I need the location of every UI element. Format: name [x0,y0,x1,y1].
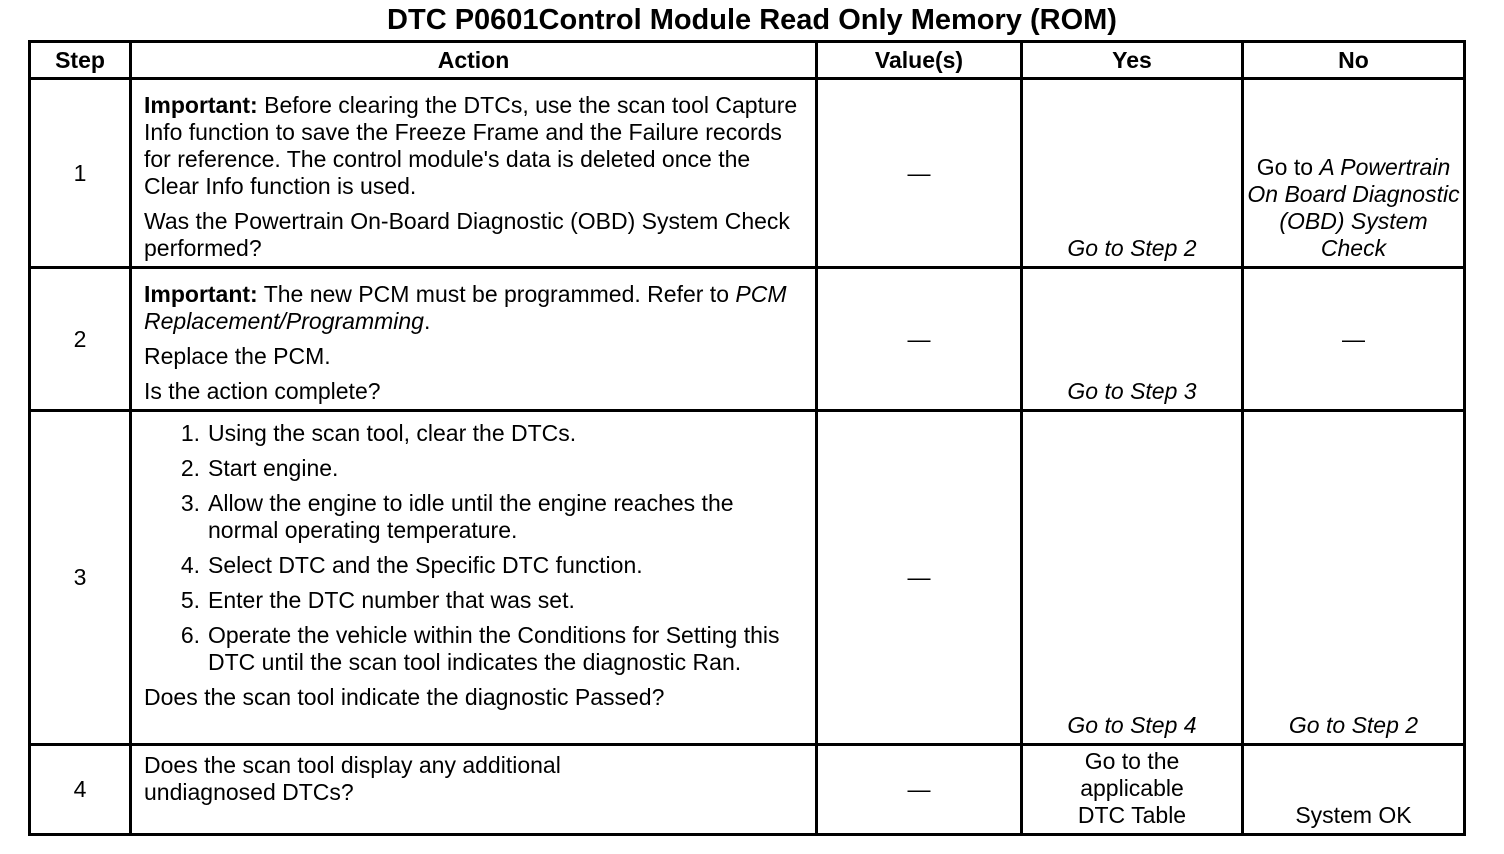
question-text: Is the action complete? [144,378,381,404]
action-cell [131,268,817,411]
table-row [30,268,1465,411]
no-cell: — [1243,268,1465,411]
table-row [30,411,1465,745]
substep-text: Start engine. [208,455,339,481]
substep-text: Using the scan tool, clear the DTCs. [208,420,577,446]
step-number: 2 [30,268,131,411]
question-text: Was the Powertrain On-Board Diagnostic (OBD) System Check performed? [144,208,790,261]
action-cell [131,411,817,745]
important-label: Important: [144,92,258,118]
dtc-table [28,40,1466,836]
no-cell: System OK [1243,745,1465,835]
yes-cell [1022,79,1243,268]
step-number: 3 [30,411,131,745]
no-cell [1243,411,1465,745]
no-link[interactable]: A Powertrain On Board Diagnostic (OBD) System Check [1247,154,1460,261]
header-yes: Yes [1022,42,1243,79]
yes-cell [1022,411,1243,745]
header-action: Action [131,42,817,79]
yes-link[interactable]: Go to the applicable DTC Table [1077,748,1187,828]
header-no: No [1243,42,1465,79]
important-text: Before clearing the DTCs, use the scan tool Capture Info function to save the Freeze Frame and the Failure records for reference. The control module's data is deleted once the Clear Info function is used. [144,92,798,199]
important-ref[interactable]: PCM Replacement/Programming [144,281,787,334]
question-text: Does the scan tool display any additional undiagnosed DTCs? [144,752,561,805]
step-number: 1 [30,79,131,268]
no-link[interactable]: Go to Step 2 [1288,712,1419,738]
substep-number: 4. [180,552,200,578]
important-note [144,92,803,200]
no-prefix: Go to [1256,154,1320,180]
table-header-row [30,42,1465,79]
substep-number: 6. [180,622,200,648]
yes-link[interactable]: Go to Step 4 [1067,712,1197,738]
list-item [144,587,803,614]
substep-number: 3. [180,490,200,516]
important-end: . [423,308,431,334]
value-cell: — [817,268,1022,411]
substep-text: Allow the engine to idle until the engine reaches the normal operating temperature. [208,490,734,543]
yes-link[interactable]: Go to Step 2 [1067,235,1197,261]
table-row [30,745,1465,835]
list-item [144,622,803,676]
yes-link[interactable]: Go to Step 3 [1067,378,1197,404]
substep-number: 1. [180,420,200,446]
yes-cell [1022,745,1243,835]
important-text: The new PCM must be programmed. Refer to [257,281,736,307]
list-item [144,552,803,579]
table-row [30,79,1465,268]
question-text: Does the scan tool indicate the diagnostic Passed? [144,684,665,710]
page-title: DTC P0601Control Module Read Only Memory (ROM) [387,4,1117,36]
substep-text: Operate the vehicle within the Conditions for Setting this DTC until the scan tool indicates the diagnostic Ran. [208,622,780,675]
value-cell: — [817,411,1022,745]
action-cell [131,79,817,268]
yes-cell [1022,268,1243,411]
no-cell [1243,79,1465,268]
substep-text: Enter the DTC number that was set. [208,587,575,613]
substep-text: Select DTC and the Specific DTC function. [208,552,643,578]
value-cell: — [817,745,1022,835]
list-item [144,490,803,544]
substep-number: 5. [180,587,200,613]
action-cell [131,745,817,835]
substep-list [144,420,803,676]
list-item [144,420,803,447]
header-values: Value(s) [817,42,1022,79]
header-step: Step [30,42,131,79]
list-item [144,455,803,482]
important-note [144,281,803,335]
step-number: 4 [30,745,131,835]
important-label: Important: [144,281,258,307]
substep-number: 2. [180,455,200,481]
instruction-text: Replace the PCM. [144,343,331,369]
value-cell: — [817,79,1022,268]
